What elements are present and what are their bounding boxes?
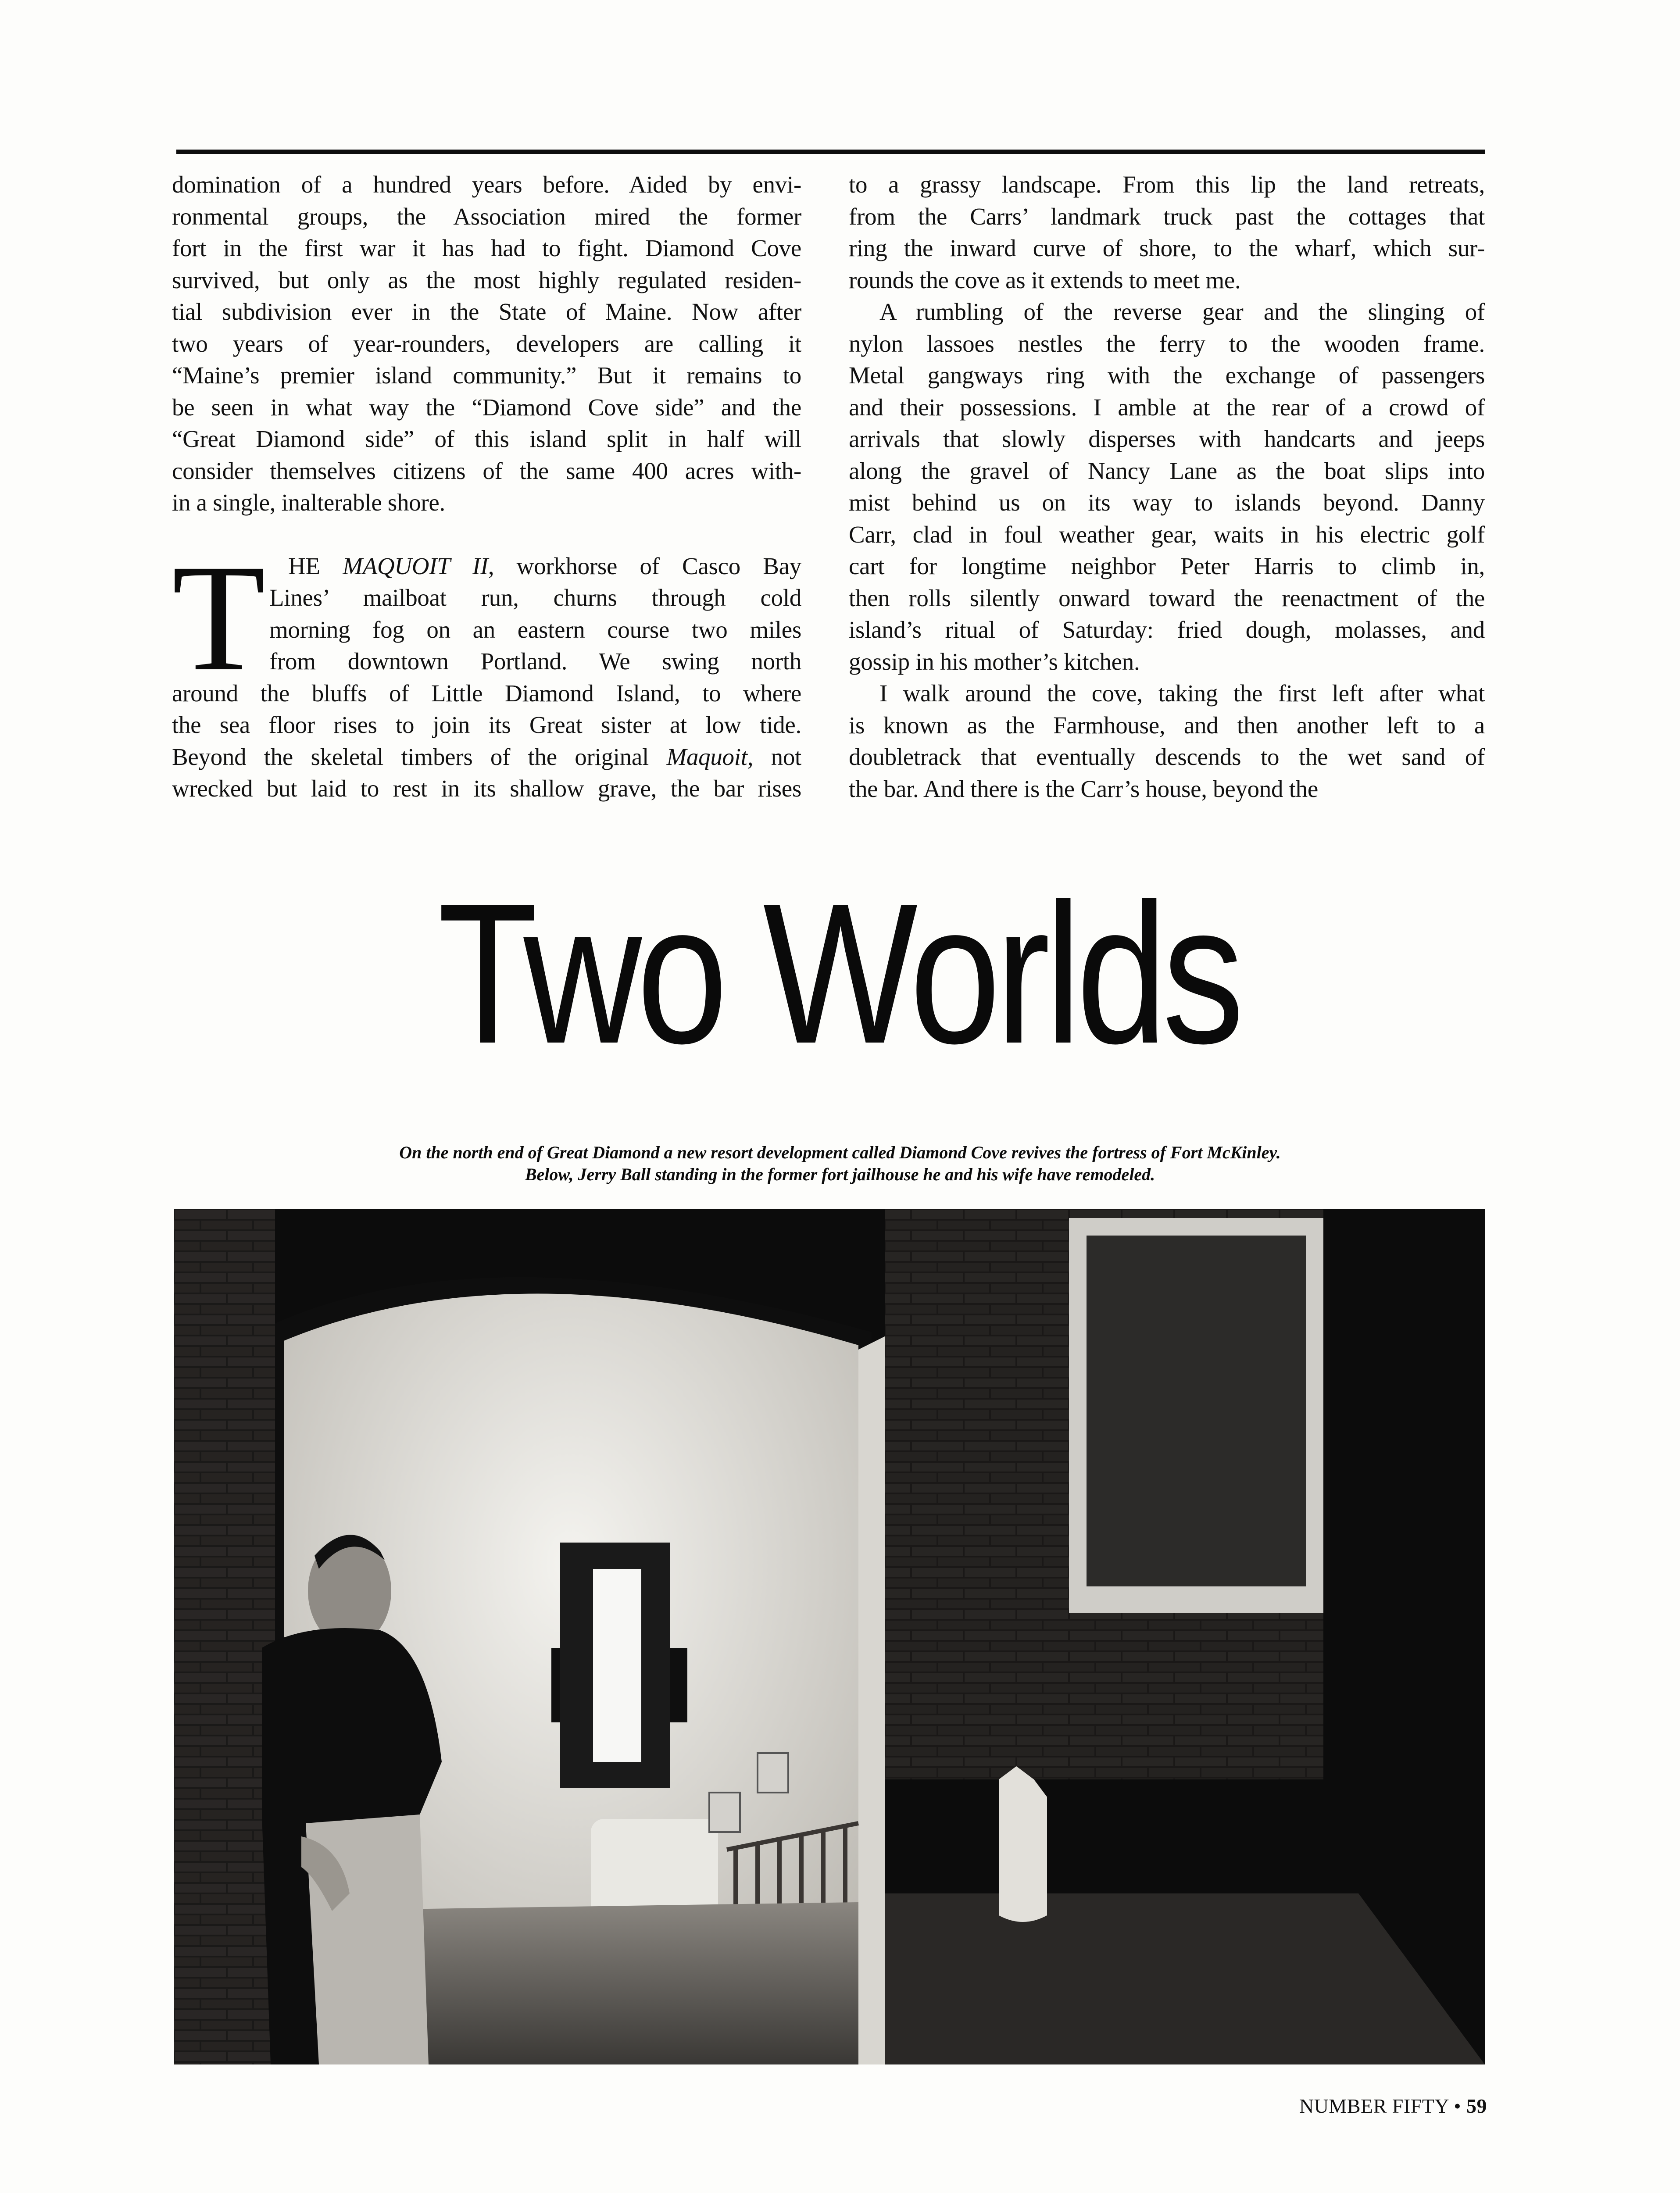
- left-brick-wall: [174, 1209, 275, 2064]
- text-line: A rumbling of the reverse gear and the slinging of: [879, 298, 1485, 325]
- photo: [174, 1209, 1485, 2064]
- bullet-separator: •: [1454, 2095, 1461, 2117]
- text-line: consider themselves citizens of the same 400 acres with-: [172, 457, 801, 484]
- text-line: fort in the first war it has had to fight. Diamond Cove: [172, 235, 801, 261]
- text-line: morning fog on an eastern course two miles: [269, 616, 801, 643]
- text-line: the bar. And there is the Carr’s house, beyond the: [849, 775, 1318, 802]
- right-column: [849, 169, 1485, 805]
- photo-caption: [0, 1142, 1680, 1186]
- article-title: Two Worlds: [437, 862, 1240, 1085]
- text-line: doubletrack that eventually descends to the wet sand of: [849, 743, 1485, 770]
- issue-label: NUMBER FIFTY: [1299, 2095, 1449, 2117]
- text-line: Beyond the skeletal timbers of the original Maquoit, not: [172, 743, 802, 770]
- text-line: then rolls silently onward toward the reenactment of the: [849, 584, 1485, 611]
- text-line: mist behind us on its way to islands beyond. Danny: [849, 489, 1485, 516]
- text-line: island’s ritual of Saturday: fried dough, molasses, and: [849, 616, 1485, 643]
- text-line: two years of year-rounders, developers are calling it: [172, 330, 801, 357]
- text-line: Metal gangways ring with the exchange of passengers: [849, 362, 1485, 389]
- paragraph-2: [849, 296, 1485, 678]
- text-line: is known as the Farmhouse, and then another left to a: [849, 711, 1485, 739]
- text-line: and their possessions. I amble at the rear of a crowd of: [849, 393, 1485, 421]
- text-line: around the bluffs of Little Diamond Island, to where: [172, 679, 801, 707]
- text-line: cart for longtime neighbor Peter Harris to climb in,: [849, 553, 1485, 579]
- text-line: Carr, clad in foul weather gear, waits in his electric golf: [849, 521, 1485, 548]
- text-line: in a single, inalterable shore.: [172, 489, 445, 516]
- text-line: to a grassy landscape. From this lip the land retreats,: [849, 171, 1485, 198]
- paragraph-2: [172, 532, 802, 805]
- text-line: “Maine’s premier island community.” But it remains to: [172, 362, 801, 389]
- paragraph-3: [849, 678, 1485, 805]
- text-line: domination of a hundred years before. Aided by envi-: [172, 171, 801, 198]
- text-line: rounds the cove as it extends to meet me.: [849, 266, 1241, 293]
- page-footer: [1299, 2094, 1487, 2118]
- text-line: wrecked but laid to rest in its shallow grave, the bar rises: [172, 775, 801, 802]
- text-line: “Great Diamond side” of this island split in half will: [172, 425, 801, 452]
- sofa: [591, 1819, 718, 1920]
- caption-line: Below, Jerry Ball standing in the former fort jailhouse he and his wife have remodeled.: [525, 1164, 1155, 1184]
- text-line: tial subdivision ever in the State of Maine. Now after: [172, 298, 801, 325]
- text-line: I walk around the cove, taking the first left after what: [879, 680, 1485, 707]
- text-line: survived, but only as the most highly regulated residen-: [172, 266, 801, 293]
- drop-cap: T: [172, 532, 266, 703]
- text-line: arrivals that slowly disperses with handcarts and jeeps: [849, 425, 1485, 452]
- caption-line: On the north end of Great Diamond a new resort development called Diamond Cove revives the fortress of Fort McKinley.: [399, 1143, 1281, 1162]
- text-line: the sea floor rises to join its Great sister at low tide.: [172, 711, 801, 738]
- text-line: Lines’ mailboat run, churns through cold: [269, 584, 801, 611]
- top-rule: [176, 150, 1485, 154]
- page-number: 59: [1466, 2095, 1487, 2117]
- paragraph-1: [172, 169, 801, 519]
- photo-illustration: [174, 1209, 1485, 2064]
- text-line: nylon lassoes nestles the ferry to the wooden frame.: [849, 330, 1485, 357]
- text-line: along the gravel of Nancy Lane as the boat slips into: [849, 457, 1485, 484]
- text-line: HE MAQUOIT II, workhorse of Casco Bay: [288, 552, 801, 579]
- text-line: ring the inward curve of shore, to the wharf, which sur-: [849, 235, 1485, 261]
- text-line: gossip in his mother’s kitchen.: [849, 648, 1140, 675]
- paragraph-1: [849, 169, 1485, 296]
- text-line: from the Carrs’ landmark truck past the cottages that: [849, 203, 1485, 230]
- text-line: from downtown Portland. We swing north: [269, 648, 801, 675]
- text-line: ronmental groups, the Association mired the former: [172, 203, 801, 230]
- text-line: be seen in what way the “Diamond Cove side” and the: [172, 393, 801, 421]
- jug: [999, 1766, 1047, 1922]
- left-column: [172, 169, 801, 805]
